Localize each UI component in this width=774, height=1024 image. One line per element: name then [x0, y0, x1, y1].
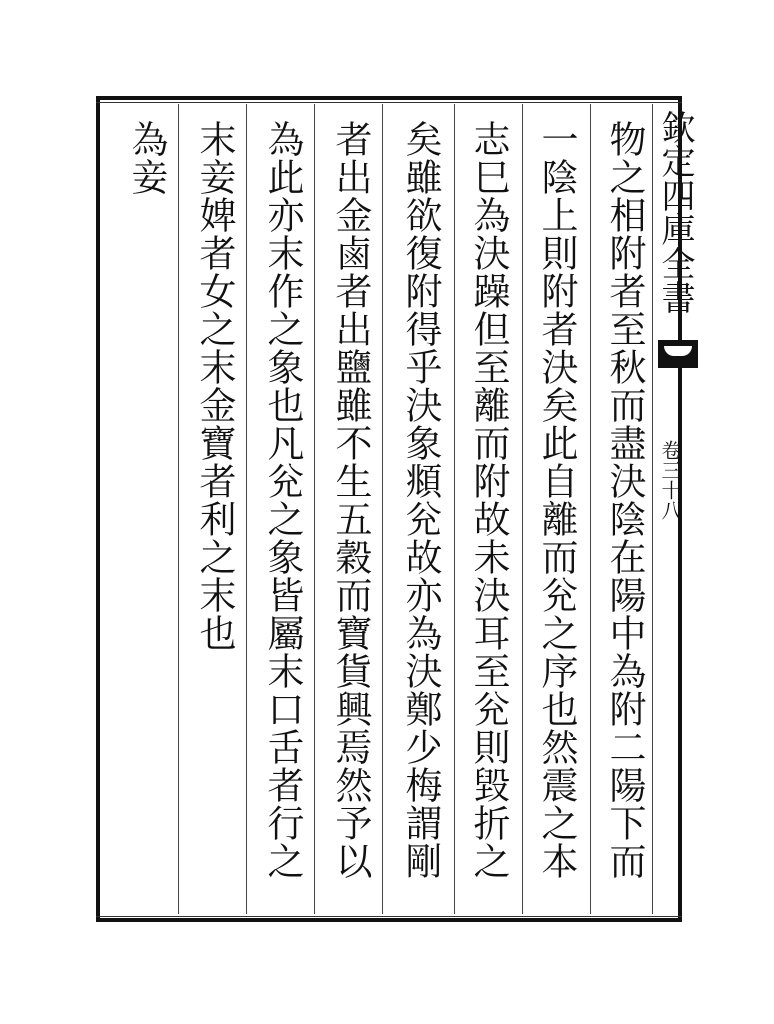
column-rule: [454, 104, 455, 914]
book-title: 欽定四庫全書: [655, 110, 695, 314]
text-column-3: 志巳為決躁但至離而附故未決耳至兊則毀折之: [467, 120, 510, 880]
text-column-6: 為此亦末作之象也凡兊之象皆屬末口舌者行之: [261, 120, 304, 880]
column-rule: [178, 104, 179, 914]
text-column-2: 一陰上則附者決矣此自離而兊之序也然震之本: [535, 120, 578, 880]
frame-bottom-rule: [96, 916, 682, 917]
column-rule: [382, 104, 383, 914]
column-rule: [522, 104, 523, 914]
column-rule: [590, 104, 591, 914]
volume-label: 卷三十八: [658, 440, 682, 520]
column-rule: [246, 104, 247, 914]
text-column-5: 者出金鹵者出鹽雖不生五穀而寶貨興焉然予以: [329, 120, 372, 880]
text-column-7: 末妾婢者女之末金寶者利之末也: [193, 120, 236, 652]
column-rule: [314, 104, 315, 914]
page-frame: [96, 96, 682, 922]
text-column-1: 物之相附者至秋而盡決陰在陽中為附二陽下而: [603, 120, 646, 880]
text-column-4: 矣雖欲復附得乎決象頫兊故亦為決鄭少梅謂剛: [399, 120, 442, 880]
frame-top-rule: [96, 102, 682, 103]
fishtail-mark: [658, 340, 698, 368]
text-column-8: 為妾: [125, 120, 168, 196]
